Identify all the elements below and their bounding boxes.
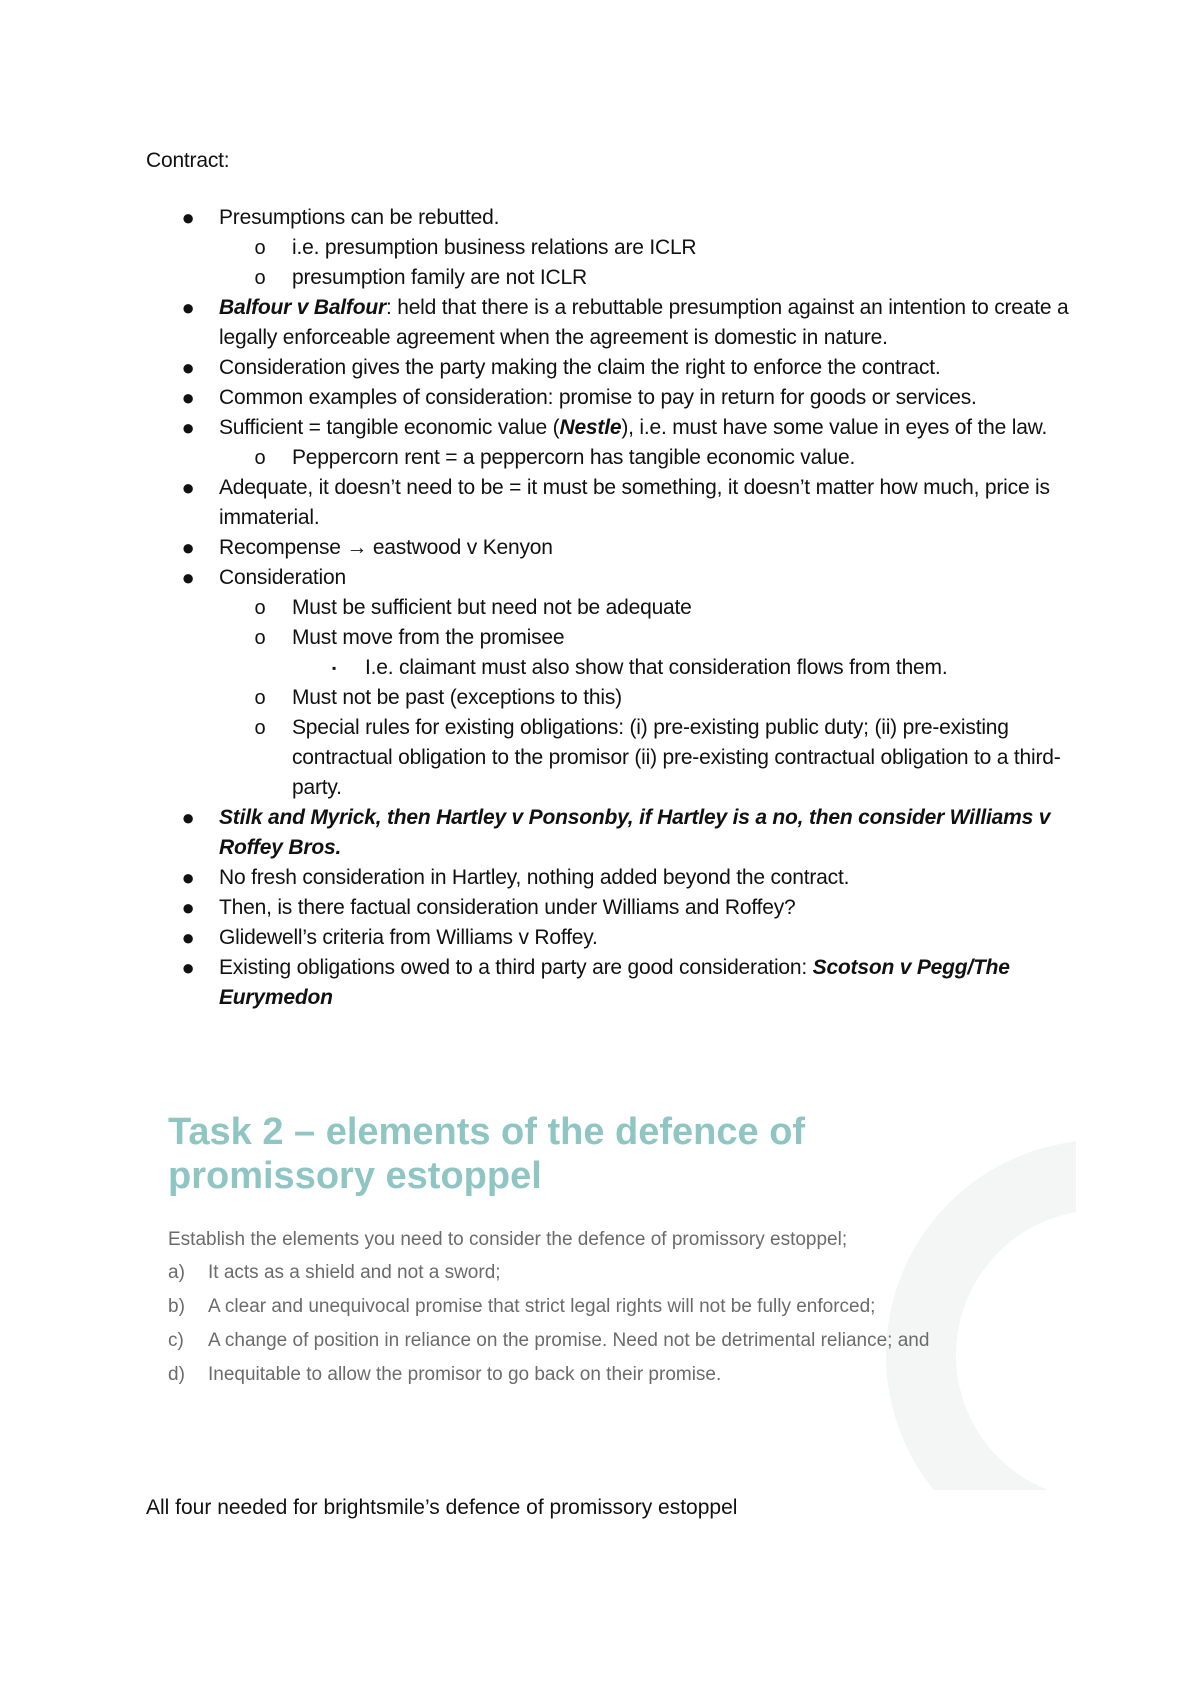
bullet-disc-icon: ●	[181, 355, 195, 380]
bullet-circle-icon: o	[254, 627, 266, 649]
list-item-text: Existing obligations owed to a third party are good consideration:	[219, 956, 813, 979]
contract-notes	[146, 146, 1076, 1013]
list-item	[168, 1364, 998, 1386]
list-subitem-text: i.e. presumption business relations are ICLR	[292, 236, 697, 259]
list-item-text: ), i.e. must have some value in eyes of the law.	[621, 416, 1048, 439]
list-item	[146, 803, 1076, 863]
item-text: It acts as a shield and not a sword;	[208, 1262, 501, 1283]
list-subitem-text: Special rules for existing obligations: (i) pre-existing public duty; (ii) pre-existing contractual obligation to the promisor (ii) pre-existing contractual obligation to a third-party.	[292, 716, 1061, 799]
list-item	[168, 1262, 998, 1284]
list-subitem	[146, 683, 1076, 713]
bullet-circle-icon: o	[254, 237, 266, 259]
bullet-disc-icon: ●	[181, 895, 195, 920]
item-letter: b)	[168, 1296, 185, 1317]
list-subitem	[146, 623, 1076, 653]
bullet-disc-icon: ●	[181, 865, 195, 890]
bullet-circle-icon: o	[254, 597, 266, 619]
item-text: A clear and unequivocal promise that strict legal rights will not be fully enforced;	[208, 1296, 876, 1317]
bullet-disc-icon: ●	[181, 475, 195, 500]
bullet-circle-icon: o	[254, 267, 266, 289]
item-text: Inequitable to allow the promisor to go back on their promise.	[208, 1364, 722, 1385]
list-subitem	[146, 593, 1076, 623]
list-item	[168, 1330, 998, 1352]
list-item	[168, 1296, 998, 1318]
list-subitem	[146, 263, 1076, 293]
case-name: Stilk and Myrick, then Hartley v Ponsonby, if Hartley is a no, then consider Williams v Roffey Bros.	[219, 806, 1051, 859]
list-item	[146, 203, 1076, 233]
list-item-text: Consideration gives the party making the claim the right to enforce the contract.	[219, 356, 941, 379]
list-item	[146, 863, 1076, 893]
list-item	[146, 473, 1076, 533]
bullet-disc-icon: ●	[181, 295, 195, 320]
list-item	[146, 353, 1076, 383]
list-item	[146, 533, 1076, 563]
bullet-disc-icon: ●	[181, 205, 195, 230]
bullet-disc-icon: ●	[181, 925, 195, 950]
arrow-icon: →	[346, 536, 368, 559]
task-intro: Establish the elements you need to consider the defence of promissory estoppel;	[168, 1229, 848, 1250]
task-title: Task 2 – elements of the defence of promissory estoppel	[168, 1111, 806, 1197]
task-2-panel	[146, 1100, 1076, 1490]
list-subitem-text: presumption family are not ICLR	[292, 266, 587, 289]
list-item	[146, 383, 1076, 413]
conclusion-text: All four needed for brightsmile’s defence of promissory estoppel	[146, 1496, 738, 1519]
list-item-text: Adequate, it doesn’t need to be = it must be something, it doesn’t matter how much, price is immaterial.	[219, 476, 1050, 529]
list-item-text: eastwood v Kenyon	[372, 536, 553, 559]
list-item-text: : held that there is a rebuttable presumption against an intention to create a legally enforceable agreement when the agreement is domestic in nature.	[219, 296, 1069, 349]
case-name: Nestle	[559, 416, 622, 439]
list-subsubitem	[146, 653, 1076, 683]
bullet-disc-icon: ●	[181, 385, 195, 410]
list-item-text: Recompense	[219, 536, 341, 559]
list-item	[146, 893, 1076, 923]
list-subitem	[146, 713, 1076, 803]
list-subsubitem-text: I.e. claimant must also show that consideration flows from them.	[365, 656, 948, 679]
list-item-text: Then, is there factual consideration under Williams and Roffey?	[219, 896, 796, 919]
case-name: Balfour v Balfour	[219, 296, 386, 319]
list-subitem-text: Must not be past (exceptions to this)	[292, 686, 622, 709]
bullet-square-icon: ▪	[331, 661, 337, 675]
list-item-text: No fresh consideration in Hartley, nothing added beyond the contract.	[219, 866, 850, 889]
bullet-disc-icon: ●	[181, 565, 195, 590]
list-item-text: Common examples of consideration: promise to pay in return for goods or services.	[219, 386, 977, 409]
list-item	[146, 563, 1076, 593]
item-letter: d)	[168, 1364, 185, 1385]
list-item-text: Presumptions can be rebutted.	[219, 206, 500, 229]
list-subitem-text: Must move from the promisee	[292, 626, 565, 649]
list-item-text: Consideration	[219, 566, 346, 589]
list-item	[146, 923, 1076, 953]
task-elements-list	[168, 1262, 998, 1398]
bullet-circle-icon: o	[254, 447, 266, 469]
bullet-circle-icon: o	[254, 687, 266, 709]
bullet-disc-icon: ●	[181, 805, 195, 830]
item-text: A change of position in reliance on the promise. Need not be detrimental reliance; and	[208, 1330, 930, 1351]
list-item-text: Sufficient = tangible economic value (	[219, 416, 560, 439]
bullet-disc-icon: ●	[181, 955, 195, 980]
bullet-disc-icon: ●	[181, 415, 195, 440]
list-item	[146, 953, 1076, 1013]
list-subitem	[146, 443, 1076, 473]
bullet-circle-icon: o	[254, 717, 266, 739]
item-letter: a)	[168, 1262, 185, 1283]
list-item-text: Glidewell’s criteria from Williams v Roffey.	[219, 926, 598, 949]
list-item	[146, 413, 1076, 443]
list-subitem-text: Must be sufficient but need not be adequate	[292, 596, 692, 619]
list-subitem-text: Peppercorn rent = a peppercorn has tangible economic value.	[292, 446, 856, 469]
bullet-disc-icon: ●	[181, 535, 195, 560]
item-letter: c)	[168, 1330, 184, 1351]
list-item	[146, 293, 1076, 353]
case-name: Scotson v Pegg/The Eurymedon	[219, 956, 1010, 1009]
notes-heading: Contract:	[146, 149, 230, 172]
list-subitem	[146, 233, 1076, 263]
